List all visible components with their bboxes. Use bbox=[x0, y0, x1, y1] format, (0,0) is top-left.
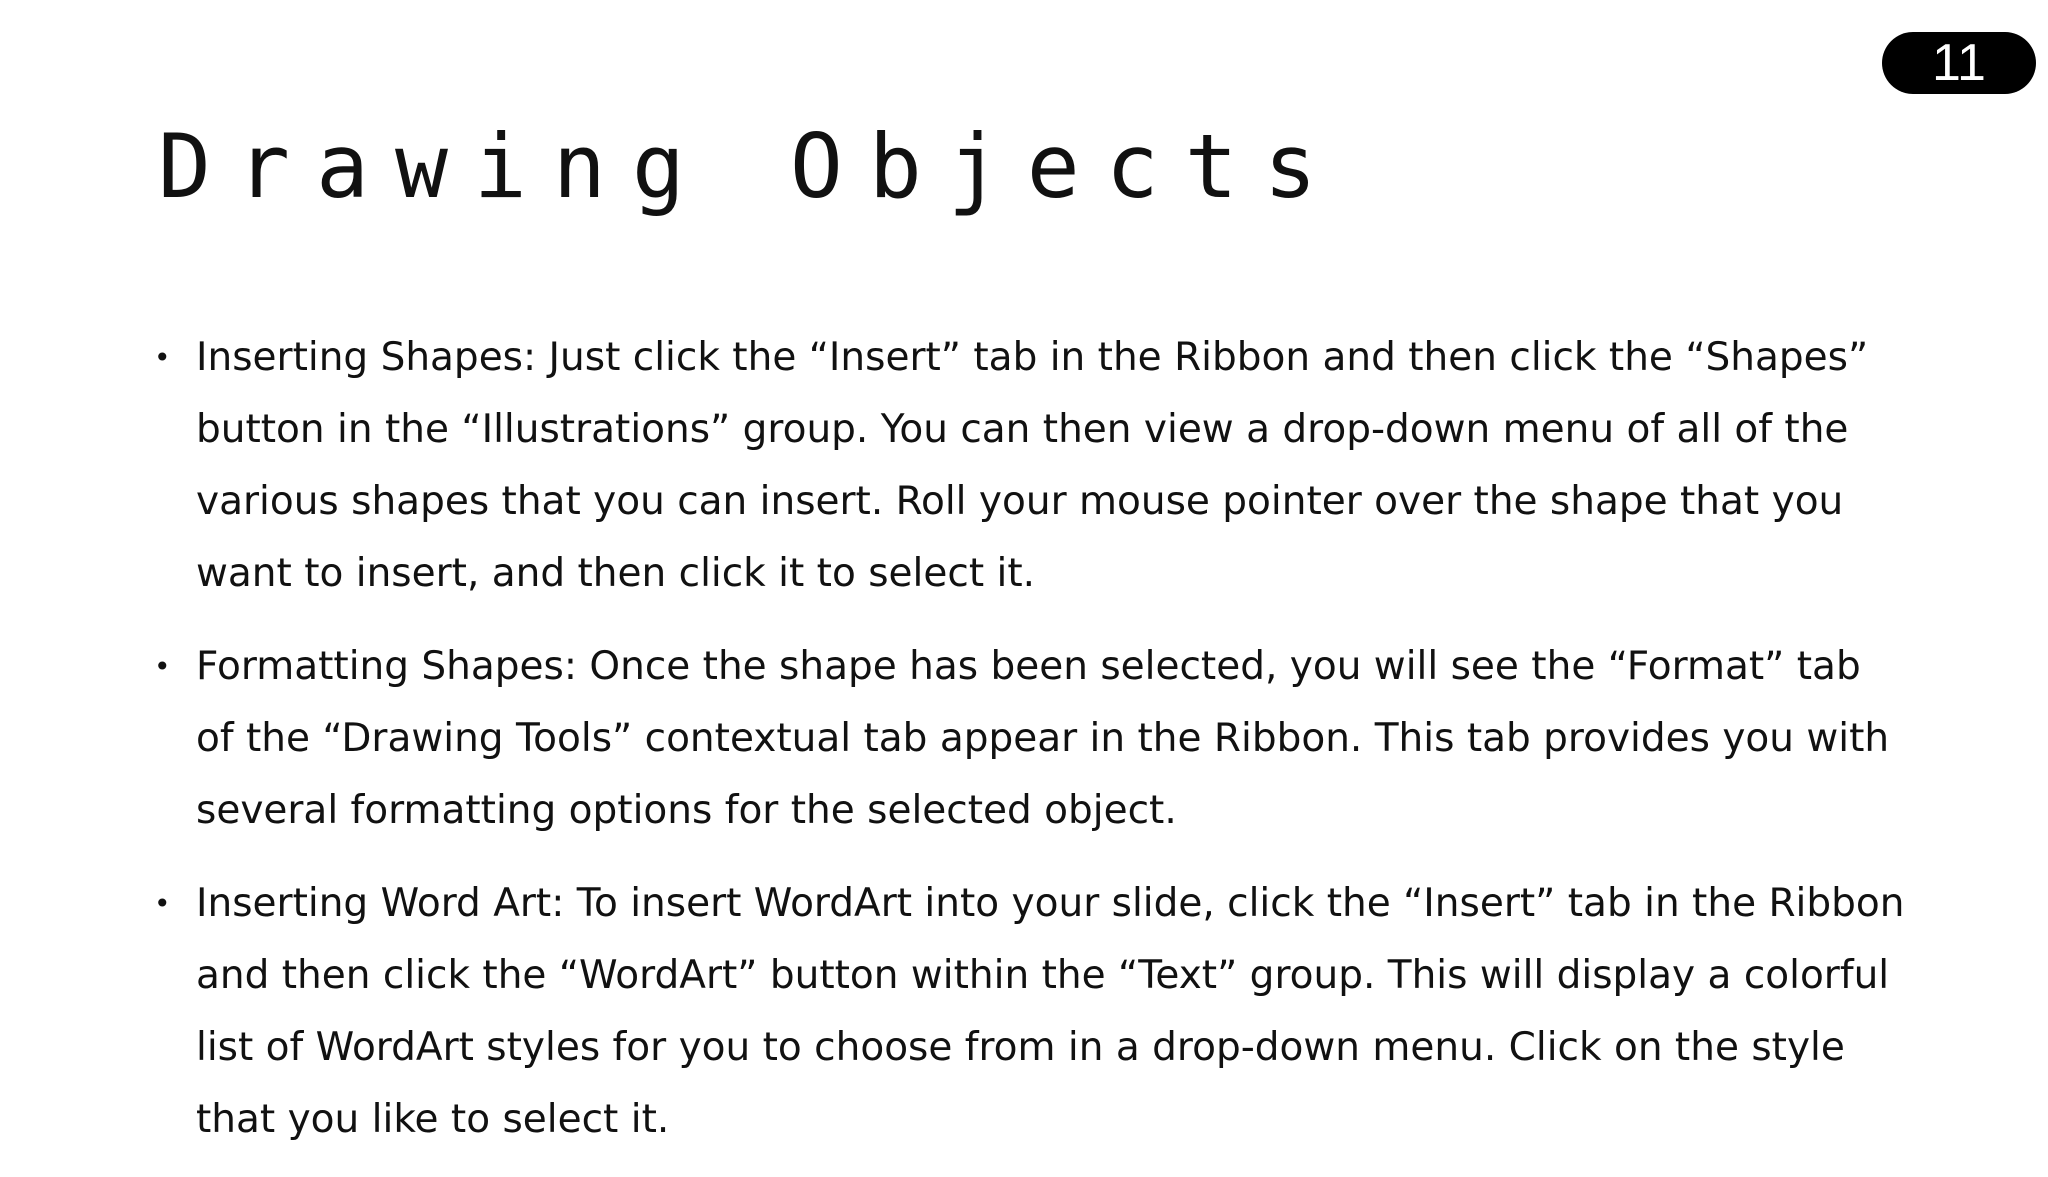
bullet-text: Inserting Word Art: To insert WordArt into your slide, click the “Insert” tab in the Ribbon and then click the “WordArt” button within the “Text” group. This will display a colorful list of WordArt styles for you to choose from in a drop-down menu. Click on the style that you like to select it. bbox=[196, 881, 1905, 1142]
bullet-marker: • bbox=[154, 887, 171, 920]
bullet-text: Inserting Shapes: Just click the “Insert” tab in the Ribbon and then click the “Shapes” button in the “Illustrations” group. You can then view a drop-down menu of all of the various shapes that you can insert. Roll your mouse pointer over the shape that you want to insert, and then click it to select it. bbox=[196, 335, 1869, 596]
bullet-item-formatting-shapes bbox=[150, 631, 1910, 847]
slide-number-badge: 11 bbox=[1882, 32, 2036, 94]
bullet-item-inserting-shapes bbox=[150, 322, 1910, 610]
bullet-marker: • bbox=[154, 650, 171, 683]
bullet-text: Formatting Shapes: Once the shape has been selected, you will see the “Format” tab of the “Drawing Tools” contextual tab appear in the Ribbon. This tab provides you with several formatting options for the selected object. bbox=[196, 644, 1890, 833]
bullet-list bbox=[150, 322, 1910, 1177]
slide-title: Drawing Objects bbox=[158, 115, 1343, 218]
bullet-item-inserting-word-art bbox=[150, 868, 1910, 1156]
bullet-marker: • bbox=[154, 341, 171, 374]
